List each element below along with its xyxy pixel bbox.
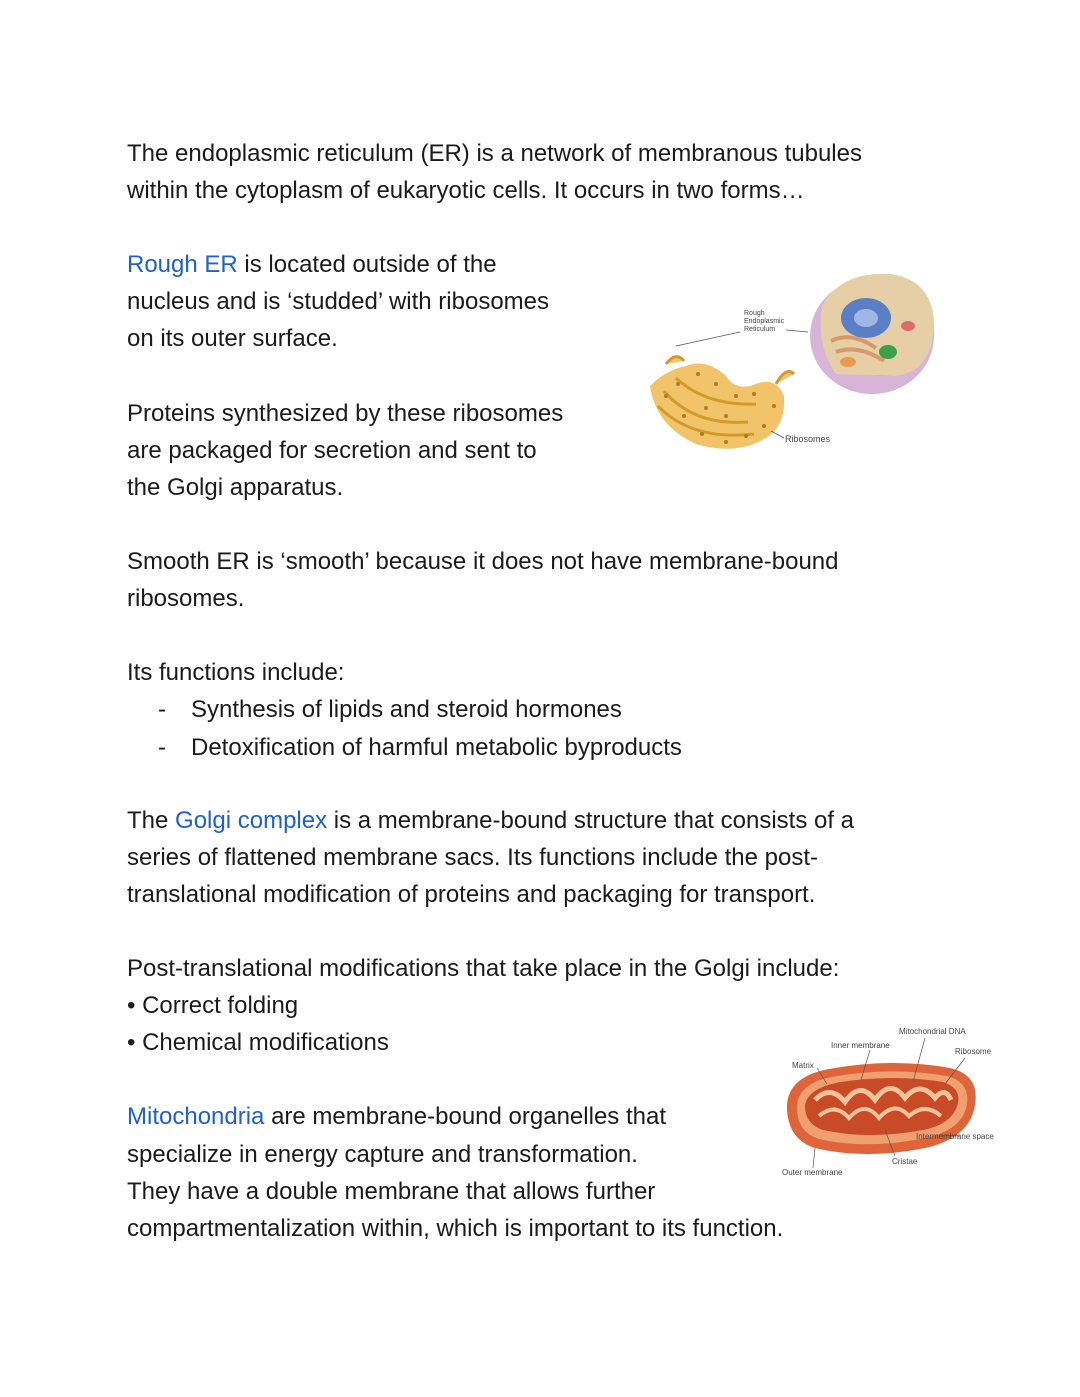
golgi-line-3: translational modification of proteins and packaging for transport.	[127, 881, 816, 908]
mitochondria-term: Mitochondria	[127, 1103, 265, 1130]
intro-line-1: The endoplasmic reticulum (ER) is a network of membranous tubules	[127, 140, 862, 167]
golgi-line-2: series of flattened membrane sacs. Its functions include the post-	[127, 844, 819, 871]
label-reticulum: Reticulum	[744, 326, 776, 333]
bullet: •	[127, 1029, 136, 1056]
smooth-er-line-2: ribosomes.	[127, 585, 245, 612]
label-outer-membrane: Outer membrane	[782, 1168, 843, 1177]
function-item-2	[158, 729, 682, 766]
rough-er-line-2: nucleus and is ‘studded’ with ribosomes	[127, 288, 550, 315]
rough-er-line-1-rest: is located outside of the	[237, 251, 497, 278]
label-cristae: Cristae	[892, 1157, 918, 1166]
function-item-1-text: Synthesis of lipids and steroid hormones	[191, 696, 622, 723]
rough-er-line-1	[127, 246, 497, 283]
mito-line-1-rest: are membrane-bound organelles that	[264, 1103, 666, 1130]
ptm-item-1-text: Correct folding	[142, 992, 299, 1019]
label-inner-membrane: Inner membrane	[831, 1041, 890, 1050]
golgi-line-1-pre: The	[127, 807, 176, 834]
label-matrix: Matrix	[792, 1061, 814, 1070]
rough-er-p2-line-3: the Golgi apparatus.	[127, 474, 344, 501]
rough-er-term: Rough ER	[127, 251, 238, 278]
mito-line-3: They have a double membrane that allows further	[127, 1178, 656, 1205]
mitochondrion-illustration	[775, 1020, 1015, 1185]
label-mitochondrial-dna: Mitochondrial DNA	[899, 1027, 966, 1036]
chloroplast-like-organelle	[879, 345, 897, 359]
golgi-line-1-rest: is a membrane-bound structure that consists of a	[327, 807, 855, 834]
smooth-er-line-1: Smooth ER is ‘smooth’ because it does not have membrane-bound	[127, 548, 839, 575]
ptm-item-2	[127, 1024, 389, 1061]
label-ribosome: Ribosome	[955, 1047, 992, 1056]
label-rough: Rough	[744, 310, 765, 317]
mito-line-1	[127, 1098, 666, 1135]
ptm-heading: Post-translational modifications that take place in the Golgi include:	[127, 955, 840, 982]
rough-er-shape	[650, 357, 794, 449]
label-ribosomes: Ribosomes	[785, 434, 831, 444]
function-item-1	[158, 691, 622, 728]
bullet: •	[127, 992, 136, 1019]
golgi-term: Golgi complex	[175, 807, 328, 834]
golgi-line-1	[127, 802, 854, 839]
intro-line-2: within the cytoplasm of eukaryotic cells. It occurs in two forms…	[127, 177, 805, 204]
label-intermembrane-space: Intermembrane space	[916, 1132, 994, 1141]
list-dash: -	[158, 734, 166, 761]
ptm-item-1	[127, 987, 298, 1024]
list-dash: -	[158, 696, 166, 723]
rough-er-line-3: on its outer surface.	[127, 325, 338, 352]
mito-line-4: compartmentalization within, which is important to its function.	[127, 1215, 784, 1242]
er-cell-illustration	[636, 266, 940, 464]
function-item-2-text: Detoxification of harmful metabolic byproducts	[191, 734, 682, 761]
functions-heading: Its functions include:	[127, 659, 345, 686]
rough-er-p2-line-2: are packaged for secretion and sent to	[127, 437, 537, 464]
label-endoplasmic: Endoplasmic	[744, 318, 785, 325]
ptm-item-2-text: Chemical modifications	[142, 1029, 389, 1056]
rough-er-p2-line-1: Proteins synthesized by these ribosomes	[127, 400, 564, 427]
mito-line-2: specialize in energy capture and transformation.	[127, 1141, 638, 1168]
